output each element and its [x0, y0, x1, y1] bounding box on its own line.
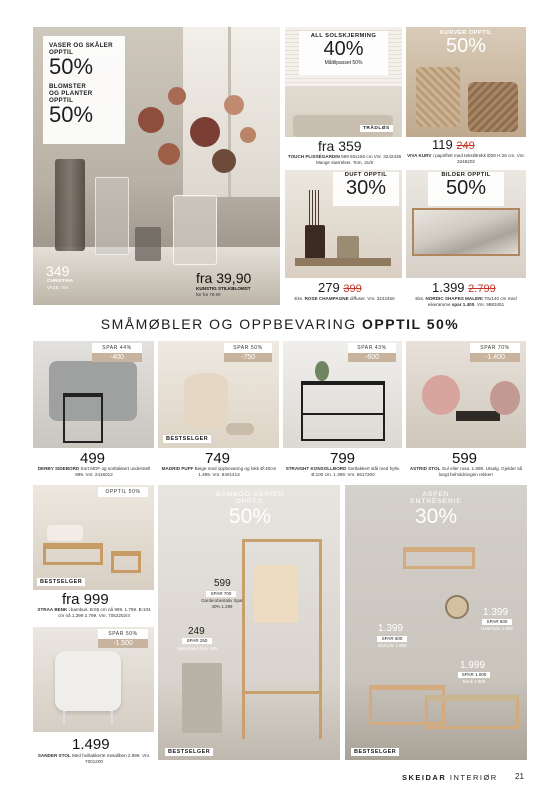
madrid-spar	[224, 343, 272, 362]
bamboo-bestseller-badge: BESTSELGER	[165, 748, 213, 756]
bamboo-p1-desc: Garderobestativ Spar 40% 1.299	[201, 598, 243, 609]
aspen-p2-price: 1.399	[483, 607, 509, 618]
pillows	[47, 525, 83, 541]
bilder-desc-bold: NORDIC SHAPES MALERI	[425, 296, 483, 301]
promo-line4: OG PLANTER	[49, 90, 93, 97]
astrid-spar-amount: -1.400	[470, 353, 520, 362]
chair-2	[490, 381, 520, 415]
bamboo-p2-price: 249	[188, 626, 205, 637]
sol-pct: 40%	[323, 38, 364, 60]
madrid-desc	[160, 466, 278, 478]
astrid-desc-text: Gul eller rosa. 1.999. Utsalg. Gjelder så langt beholdningen rekker!	[438, 466, 523, 477]
aspen-p1-desc: Skohylle 1.999	[377, 643, 407, 648]
bamboo-p2-desc: Skittentøys-kurv 499	[176, 646, 218, 651]
diffuser-sticks	[309, 190, 321, 226]
bamboo-pct: 50%	[228, 505, 272, 528]
promo-line3: BLOMSTER	[49, 83, 87, 90]
painting-canvas	[414, 210, 518, 254]
sander-legs	[63, 711, 113, 725]
slippers	[226, 423, 254, 435]
duft-price-wrap	[318, 280, 362, 295]
kurver-price-wrap	[432, 137, 475, 152]
candle-jar	[337, 236, 359, 260]
sol-desc-text: 599 80x160 cm Vnr. 3242436 Mange størrelser. Tom. 31/8	[315, 154, 402, 165]
diffuser	[305, 225, 325, 259]
aspen-p2-desc: Hattehylle 1.999	[481, 626, 513, 631]
madrid-desc-text: Beige med oppbevaring og lokk Ø:40cm 1.499. Vnr. 8401413	[194, 466, 277, 477]
straight-desc-bold: STRAIGHT KONSOLLBORD	[285, 466, 347, 471]
straa-desc-bold: STRAA BENK	[37, 607, 68, 612]
console-shelf	[303, 413, 383, 415]
sol-tag1: ALL SOLSKJERMING	[310, 33, 377, 39]
straa-desc	[35, 607, 153, 619]
promo-pct1: 50%	[49, 54, 94, 79]
section-title	[33, 316, 527, 332]
side-table	[63, 393, 103, 443]
bilder-pct: 50%	[445, 177, 487, 199]
duft-desc-bold: ROSE CHAMPAGNE	[304, 296, 349, 301]
derby-spar-amount: -400	[92, 353, 142, 362]
duft-pct: 30%	[345, 177, 387, 199]
bilder-desc: Eks. NORDIC SHAPES MALERI 70x140 cm med eikeramme spar 1.400. Vnr. 9883451	[415, 296, 517, 307]
duft-price: 279	[318, 280, 340, 295]
astrid-desc	[407, 466, 525, 478]
vase-flowers	[173, 195, 217, 265]
sander-spar-text: SPAR 50%	[108, 631, 138, 637]
straa-price: fra 999	[62, 591, 109, 608]
bamboo-p2-spar: SPAR 250	[182, 638, 212, 644]
kurver-pct: 50%	[445, 35, 487, 57]
aspen-line1: ASPEN	[422, 491, 450, 498]
footer-brand-sub: INTERIØR	[449, 773, 498, 782]
derby-price: 499	[80, 450, 106, 467]
flower-price: fra 39,90	[196, 270, 252, 286]
promo-line1: VASER OG SKÅLER	[49, 42, 113, 49]
laundry-basket	[182, 663, 222, 733]
aspen-p2-spar: SPAR 600	[482, 619, 512, 625]
derby-desc	[35, 466, 153, 478]
aspen-p3-price: 1.999	[460, 660, 486, 671]
tray	[295, 258, 391, 266]
flower-old: før fra 79,90	[196, 292, 221, 297]
console-table	[301, 381, 385, 441]
duft-desc-text: diffuser. Vnr. 3242450	[349, 296, 395, 301]
pink-chair	[422, 375, 460, 415]
aspen-banner	[381, 491, 491, 529]
derby-desc-bold: DERBY SIDEBORD	[37, 466, 80, 471]
straight-price: 799	[330, 450, 356, 467]
christina-name: CHRISTINA	[47, 279, 74, 284]
bilder-desc-pre: Eks.	[415, 296, 425, 301]
christina-price: 349	[46, 263, 70, 279]
straa-tag-text: OPPTIL 50%	[105, 489, 141, 495]
bench	[43, 543, 103, 565]
sander-desc-bold: SANDER STOL	[37, 753, 71, 758]
bamboo-line2: OPPTIL	[235, 498, 265, 505]
aspen-p1-price: 1.399	[378, 623, 404, 634]
sander-chair	[55, 651, 121, 711]
straight-spar	[348, 343, 396, 362]
duft-banner	[333, 172, 399, 206]
promo-pct2: 50%	[49, 102, 94, 127]
flower-name: KUNSTIG STILKBLOMST	[196, 286, 251, 291]
promo-line2: OPPTIL	[49, 49, 74, 56]
hat	[445, 595, 469, 619]
derby-desc-text: Sort MDF og sortlakkert understell 899. Vnr. 2416012	[75, 466, 151, 477]
aspen-bestseller-badge: BESTSELGER	[351, 748, 399, 756]
rack-shelf	[244, 691, 320, 694]
bilder-desc-text: 70x140 cm med eikeramme	[427, 296, 517, 307]
duft-desc	[287, 296, 402, 302]
kurver-tag: KURVER OPPTIL	[439, 30, 493, 36]
bilder-old-price: 2.799	[468, 283, 496, 295]
vase-dark	[55, 159, 85, 251]
vase-promo-box	[43, 36, 125, 144]
astrid-spar	[470, 343, 520, 362]
madrid-spar-text: SPAR 50%	[233, 345, 263, 351]
madrid-spar-amount: -750	[224, 353, 272, 362]
aspen-pct: 30%	[414, 505, 458, 528]
straa-photo	[33, 485, 154, 590]
tradlos-badge: TRÅDLØS	[360, 125, 393, 132]
plant	[315, 361, 329, 381]
madrid-bestseller-badge: BESTSELGER	[163, 435, 211, 443]
kurver-desc	[406, 153, 526, 165]
stool	[111, 551, 141, 573]
madrid-price: 749	[205, 450, 231, 467]
duft-old-price: 399	[343, 283, 362, 295]
astrid-price: 599	[452, 450, 478, 467]
straa-desc-text: i bambus. B:65 cm nå 999. 1.799. B:104 cm nå 1.399 2.799. Vnr. 7052202/4	[58, 607, 151, 618]
sol-tag2: Måltilpasset 50%	[324, 60, 363, 66]
sander-spar-amount: -1.500	[98, 639, 148, 648]
sander-desc-text: Med hvitlakkerte metallben 2.999. Vnr. 7001200	[71, 753, 151, 764]
bilder-desc-spar: spar 1.400	[451, 302, 475, 307]
page-number: 21	[515, 772, 524, 781]
bamboo-p1-price: 599	[214, 578, 231, 589]
straa-tag	[98, 487, 148, 497]
kurver-desc-text: i papirflett med tekstiltrekk Ø28 H:25 cm. Vnr. 3246202	[432, 153, 525, 164]
straight-desc-text: Sortlakkert stål med hylle. B:100 cm. 1.399. Vnr. 6617200	[311, 466, 401, 477]
footer-brand	[402, 773, 498, 782]
hat-shelf	[403, 547, 475, 569]
bilder-tag: BILDER OPPTIL	[441, 172, 491, 178]
sander-desc	[35, 753, 153, 765]
sol-banner	[299, 31, 388, 75]
duft-tag: DUFT OPPTIL	[344, 172, 388, 178]
derby-spar-text: SPAR 44%	[102, 345, 132, 351]
derby-spar	[92, 343, 142, 362]
astrid-desc-bold: ASTRID STOL	[409, 466, 441, 471]
basket-1	[416, 67, 460, 127]
kurver-desc-bold: VIVA KURV	[407, 153, 432, 158]
sander-spar	[98, 629, 148, 648]
aspen-line2: ENTRÉSERIE	[410, 498, 462, 505]
aspen-p1-spar: SPAR 600	[377, 636, 407, 642]
section-title-bold: OPPTIL 50%	[362, 316, 460, 332]
section-title-text: SMÅMØBLER OG OPPBEVARING	[100, 316, 357, 332]
promo-line5: OPPTIL	[49, 97, 74, 104]
footer-brand-bold: SKEIDAR	[402, 773, 447, 782]
vase-glass	[95, 177, 129, 255]
flower-bouquet	[128, 77, 268, 197]
straight-spar-text: SPAR 43%	[357, 345, 387, 351]
coffee-table	[456, 411, 500, 421]
kurver-old-price: 249	[456, 140, 475, 152]
bilder-banner	[428, 172, 504, 206]
duft-desc-pre: Eks.	[294, 296, 304, 301]
sweater	[254, 565, 298, 623]
bilder-price: 1.399	[432, 280, 465, 295]
straa-bestseller-badge: BESTSELGER	[37, 578, 85, 586]
christina-sub: VASE. Vnr.	[47, 285, 70, 290]
aspen-p3-desc: Benk 2.999	[462, 679, 486, 684]
bilder-price-wrap	[432, 280, 496, 295]
vase-small	[135, 227, 161, 261]
kurver-price: 119	[432, 137, 453, 152]
sol-desc-bold: TOUCH PLISSÉGARDIN	[287, 154, 340, 159]
astrid-spar-text: SPAR 70%	[480, 345, 510, 351]
sander-price: 1.499	[72, 736, 110, 753]
bamboo-line1: BAMBOO-SERIEN	[216, 491, 284, 498]
sol-desc	[287, 154, 402, 166]
painting-frame	[412, 208, 520, 256]
kurver-banner	[420, 30, 512, 57]
pouf	[184, 373, 228, 429]
bamboo-p1-spar: SPAR 700	[206, 591, 236, 597]
basket-2	[468, 82, 518, 132]
straight-spar-amount: -600	[348, 353, 396, 362]
aspen-p3-spar: SPAR 1.000	[458, 672, 490, 678]
bench-long	[425, 695, 519, 729]
bamboo-banner	[195, 491, 305, 529]
madrid-desc-bold: MADRID PUFF	[161, 466, 194, 471]
straight-desc	[284, 466, 402, 478]
sol-price: fra 359	[318, 138, 362, 154]
bilder-desc-vnr: Vnr. 9883451	[476, 302, 505, 307]
